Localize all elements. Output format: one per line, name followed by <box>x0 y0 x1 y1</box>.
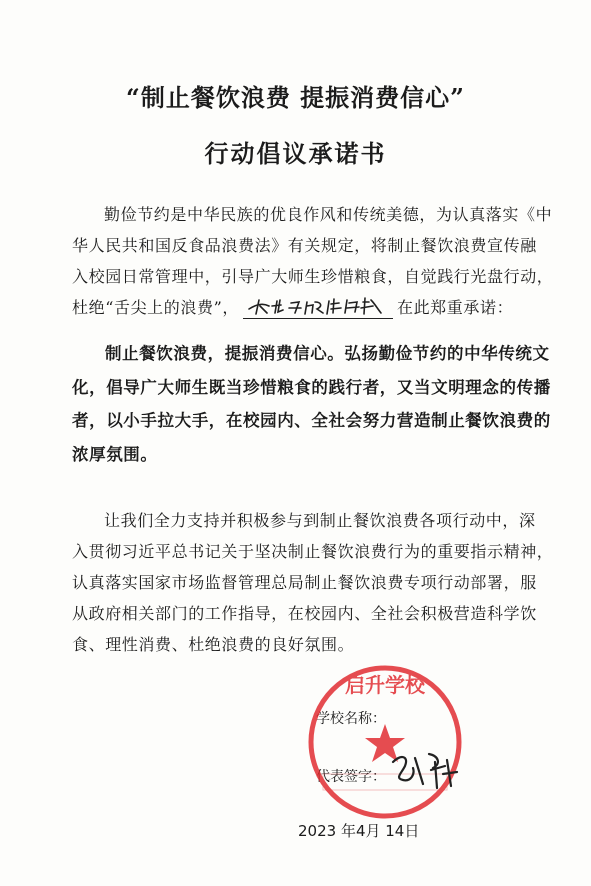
document-date: 2023 年4月 14日 <box>298 822 420 840</box>
document-title-main: “制止餐饮浪费 提振消费信心” <box>126 83 465 112</box>
paragraph-appeal-line-4: 从政府相关部门的工作指导，在校园内、全社会积极营造科学饮 <box>72 604 537 623</box>
paragraph-commitment-line-2: 化，倡导广大师生既当珍惜粮食的践行者，又当文明理念的传播 <box>72 377 551 397</box>
paragraph-appeal-line-5: 食、理性消费、杜绝浪费的良好氛围。 <box>72 635 355 654</box>
line4-suffix: 在此郑重承诺： <box>396 298 514 317</box>
paragraph-intro <box>72 199 554 323</box>
handwritten-school-name-image <box>243 294 393 318</box>
paragraph-appeal-line-3: 认真落实国家市场监督管理总局制止餐饮浪费专项行动部署，服 <box>72 573 537 592</box>
line4-prefix: 杜绝“舌尖上的浪费”， <box>72 298 239 317</box>
school-name-label: 学校名称： <box>316 711 386 727</box>
paragraph-intro-line-1: 勤俭节约是中华民族的优良作风和传统美德，为认真落实《中 <box>104 205 553 224</box>
paragraph-intro-line-3: 入校园日常管理中，引导广大师生珍惜粮食，自觉践行光盘行动， <box>72 267 554 286</box>
handwritten-school-name <box>243 294 393 319</box>
paragraph-intro-line-4 <box>72 292 528 323</box>
paragraph-appeal <box>72 505 554 660</box>
paragraph-commitment-line-1: 制止餐饮浪费，提振消费信心。弘扬勤俭节约的中华传统文 <box>105 344 550 363</box>
seal-text: 启升学校 <box>345 673 425 697</box>
paragraph-commitment-line-3: 者，以小手拉大手，在校园内、全社会努力营造制止餐饮浪费的 <box>72 411 551 430</box>
paragraph-commitment-line-4: 浓厚氛围。 <box>72 444 158 464</box>
official-seal-stamp <box>305 662 465 822</box>
representative-signature <box>385 744 475 794</box>
paragraph-intro-line-2: 华人民共和国反食品浪费法》有关规定，将制止餐饮浪费宣传融 <box>72 236 537 255</box>
paragraph-commitment <box>72 337 551 471</box>
document-title-sub: 行动倡议承诺书 <box>204 139 387 168</box>
paragraph-appeal-line-1: 让我们全力支持并积极参与到制止餐饮浪费各项行动中，深 <box>104 511 536 530</box>
representative-label: 代表签字： <box>316 769 386 785</box>
paragraph-appeal-line-2: 入贯彻习近平总书记关于坚决制止餐饮浪费行为的重要指示精神， <box>72 542 554 561</box>
